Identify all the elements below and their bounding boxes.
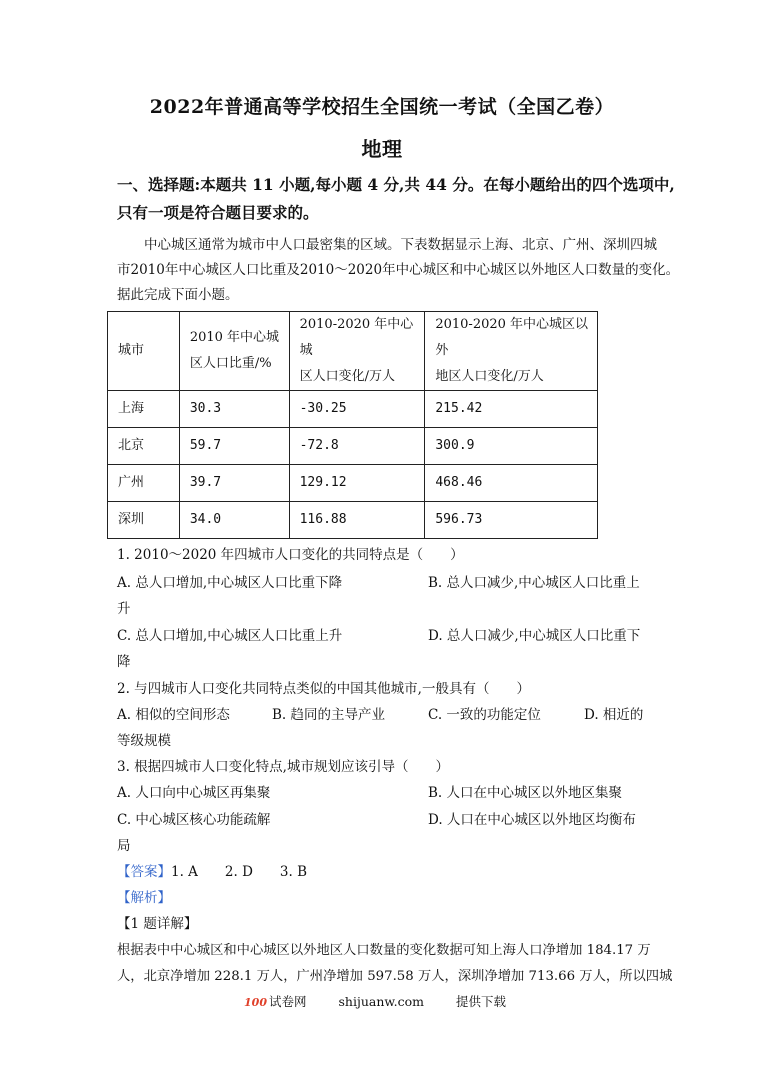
q1-stem: 1. 2010～2020 年四城市人口变化的共同特点是（ ） (117, 547, 464, 563)
intro-line-2: 市2010年中心城区人口比重及2010～2020年中心城区和中心城区以外地区人口数量的变化。 (117, 262, 680, 278)
section-heading-line-2: 只有一项是符合题目要求的。 (117, 203, 319, 222)
table-header-cell: 2010-2020 年中心城 区人口变化/万人 (289, 312, 425, 391)
q3-option-d-wrap: 局 (117, 838, 131, 854)
table-row (108, 428, 598, 465)
analysis-tag: 【解析】 (117, 890, 171, 906)
q1-option-b-wrap: 升 (117, 601, 131, 617)
detail-line-1: 根据表中中心城区和中心城区以外地区人口数量的变化数据可知上海人口净增加 184.17 万 (117, 943, 651, 958)
section-heading-line-1: 一、选择题:本题共 11 小题,每小题 4 分,共 44 分。在每小题给出的四个选项中, (117, 175, 675, 194)
q1-option-c: C. 总人口增加,中心城区人口比重上升 (117, 628, 343, 644)
table-row (108, 391, 598, 428)
table-header-cell: 2010 年中心城 区人口比重/% (179, 312, 289, 391)
table-cell-city: 上海 (108, 391, 180, 428)
intro-line-1: 中心城区通常为城市中人口最密集的区域。下表数据显示上海、北京、广州、深圳四城 (144, 237, 657, 253)
table-cell: -30.25 (289, 391, 425, 428)
site-logo-number: 100 (244, 996, 267, 1009)
q1-option-b: B. 总人口减少,中心城区人口比重上 (428, 575, 640, 591)
table-cell-city: 北京 (108, 428, 180, 465)
table-cell: 596.73 (425, 502, 598, 539)
table-row (108, 502, 598, 539)
q3-option-d: D. 人口在中心城区以外地区均衡布 (428, 812, 636, 828)
table-header-cell: 城市 (108, 312, 180, 391)
table-cell: 215.42 (425, 391, 598, 428)
table-cell: 34.0 (179, 502, 289, 539)
site-domain-link[interactable]: shijuanw.com (338, 994, 424, 1009)
table-cell-city: 深圳 (108, 502, 180, 539)
q2-option-d-wrap: 等级规模 (117, 733, 171, 749)
download-note: 提供下载 (455, 994, 506, 1009)
table-cell: 59.7 (179, 428, 289, 465)
q2-option-c: C. 一致的功能定位 (428, 707, 541, 723)
table-cell: 468.46 (425, 465, 598, 502)
q3-option-c: C. 中心城区核心功能疏解 (117, 812, 271, 828)
answer-line (117, 860, 307, 880)
q2-option-a: A. 相似的空间形态 (117, 707, 230, 723)
detail-tag: 【1 题详解】 (117, 916, 198, 932)
page-footer (0, 992, 764, 1010)
table-row (108, 465, 598, 502)
table-cell-city: 广州 (108, 465, 180, 502)
q1-option-a: A. 总人口增加,中心城区人口比重下降 (117, 575, 343, 591)
intro-line-3: 据此完成下面小题。 (117, 287, 239, 303)
table-cell: 116.88 (289, 502, 425, 539)
table-cell: 30.3 (179, 391, 289, 428)
q2-stem: 2. 与四城市人口变化共同特点类似的中国其他城市,一般具有（ ） (117, 681, 530, 697)
question-intro (117, 233, 680, 308)
population-table (107, 311, 598, 539)
answer-tag: 【答案】 (117, 864, 171, 880)
q1-option-d-wrap: 降 (117, 654, 131, 670)
detail-line-2: 人，北京净增加 228.1 万人，广州净增加 597.58 万人，深圳净增加 713.66 万人，所以四城 (117, 969, 673, 984)
table-cell: 300.9 (425, 428, 598, 465)
q2-option-b: B. 趋同的主导产业 (272, 707, 386, 723)
exam-title: 2022年普通高等学校招生全国统一考试（全国乙卷） (149, 96, 615, 118)
table-cell: -72.8 (289, 428, 425, 465)
q3-stem: 3. 根据四城市人口变化特点,城市规划应该引导（ ） (117, 759, 449, 775)
table-cell: 129.12 (289, 465, 425, 502)
table-header-row (108, 312, 598, 391)
section-heading (117, 171, 675, 227)
site-name: 试卷网 (269, 994, 307, 1009)
table-header-cell: 2010-2020 年中心城区以外 地区人口变化/万人 (425, 312, 598, 391)
q3-option-b: B. 人口在中心城区以外地区集聚 (428, 785, 623, 801)
q3-option-a: A. 人口向中心城区再集聚 (117, 785, 271, 801)
q2-option-d: D. 相近的 (584, 707, 644, 723)
q1-option-d: D. 总人口减少,中心城区人口比重下 (428, 628, 641, 644)
answer-values: 1. A 2. D 3. B (171, 864, 308, 880)
subject-title: 地理 (361, 137, 403, 161)
table-cell: 39.7 (179, 465, 289, 502)
